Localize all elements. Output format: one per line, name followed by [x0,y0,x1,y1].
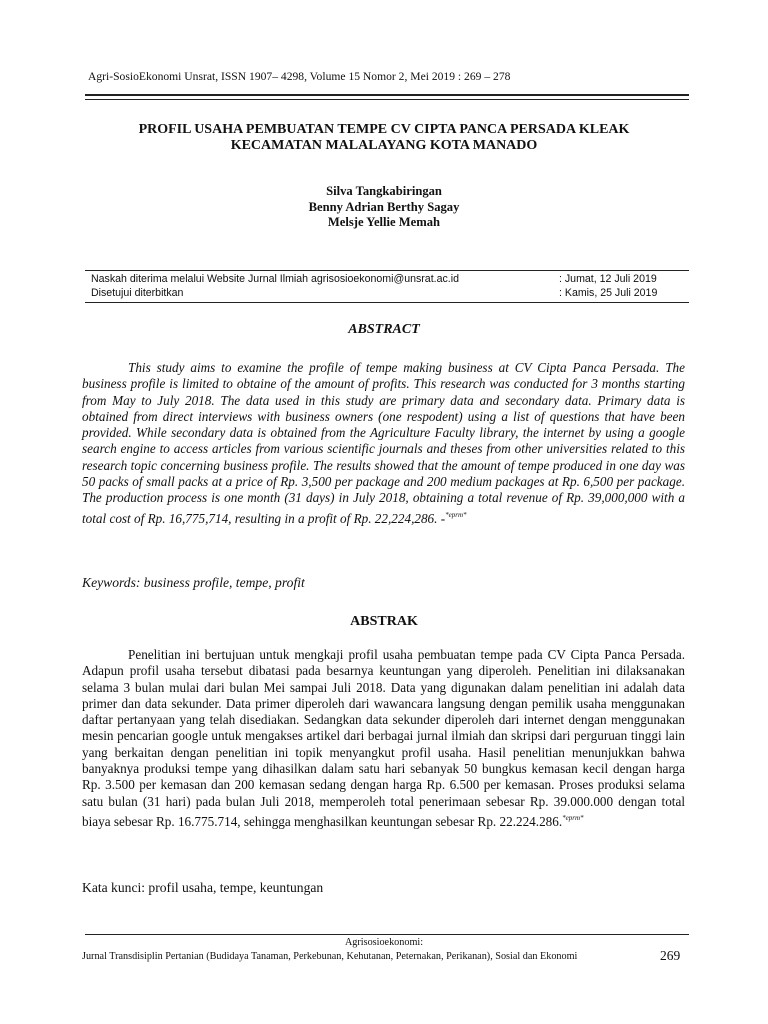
author-name: Benny Adrian Berthy Sagay [308,199,460,214]
author-list [80,184,688,231]
page-number: 269 [660,948,681,963]
approved-label: Disetujui diterbitkan [91,286,184,299]
footer-journal-subtitle: Jurnal Transdisiplin Pertanian (Budidaya Tanaman, Perkebunan, Kehutanan, Peternakan, Perikanan), Sosial dan Ekonomi [82,951,578,962]
received-date: : Jumat, 12 Juli 2019 [559,273,657,285]
abstrak-mark: *eprm* [562,813,584,822]
received-row [85,273,689,287]
abstrak-heading: ABSTRAK [350,614,418,629]
header-rule-thick [85,94,689,96]
paper-title [80,122,688,154]
abstract-mark: *eprm* [445,510,467,519]
approved-row [85,287,689,301]
received-label: Naskah diterima melalui Website Jurnal Ilmiah agrisosioekonomi@unsrat.ac.id [91,273,459,285]
abstract-paragraph: This study aims to examine the profile of tempe making business at CV Cipta Panca Persada. The business profile is limited to obtaine of the amount of profits. This research was conducted for 3 months starting from May to July 2018. The data used in this study are primary data and secondary data. Primary data is obtained from direct interviews with business owners (one respodent) using a list of questions that have been provided. While secondary data is obtained from the Agriculture Faculty library, the internet by using a google search engine to access articles from various scientific journals and theses from other universities related to this research topic concerning business profile. The results showed that the amount of tempe produced in one day was 50 packs of small packs at a price of Rp. 3,500 per package and 200 medium packages at Rp. 6,500 per package. The production process is one month (31 days) in July 2018, obtaining a total revenue of Rp. 39,000,000 with a total cost of Rp. 16,775,714, resulting in a profit of Rp. 22,224,286. - [82,360,685,526]
title-line-2: KECAMATAN MALALAYANG KOTA MANADO [230,138,538,153]
title-line-1: PROFIL USAHA PEMBUATAN TEMPE CV CIPTA PANCA PERSADA KLEAK [138,122,630,137]
submission-info-box [85,270,689,303]
footer-journal-name: Agrisosioekonomi: [344,937,424,948]
keywords-english: Keywords: business profile, tempe, profit [82,575,305,590]
running-head: Agri-SosioEkonomi Unsrat, ISSN 1907– 4298, Volume 15 Nomor 2, Mei 2019 : 269 – 278 [88,70,511,83]
footer-rule [85,934,689,935]
keywords-indonesian: Kata kunci: profil usaha, tempe, keuntungan [82,880,324,895]
author-name: Silva Tangkabiringan [326,184,442,198]
header-rule-thin [85,99,689,100]
abstract-text [82,360,685,527]
approved-date: : Kamis, 25 Juli 2019 [559,286,658,299]
author-name: Melsje Yellie Memah [327,215,441,229]
abstrak-text [82,647,685,830]
abstract-heading: ABSTRACT [348,322,420,337]
abstrak-paragraph: Penelitian ini bertujuan untuk mengkaji profil usaha pembuatan tempe pada CV Cipta Panca Persada. Adapun profil usaha tersebut dibatasi pada besarnya keuntungan yang diperoleh. Penelitian ini dilaksanakan selama 3 bulan mulai dari bulan Mei sampai Juli 2018. Data yang digunakan dalam penelitian ini adalah data primer dan data sekunder. Data primer diperoleh dari wawancara langsung dengan pemilik usaha menggunakan daftar pertanyaan yang telah disediakan. Sedangkan data sekunder diperoleh dari internet dengan menggunakan mesin pencarian google untuk mengakses artikel dari berbagai jurnal ilmiah dan skripsi dari perguruan tinggi lain yang berkaitan dengan penelitian ini topik menyangkut profil usaha. Hasil penelitian menunjukkan bahwa banyaknya produksi tempe yang dihasilkan dalam satu hari sebanyak 50 bungkus kemasan kecil dengan harga Rp. 3.500 per kemasan dan 200 kemasan sedang dengan harga Rp. 6.500 per kemasan. Proses produksi selama satu bulan (31 hari) pada bulan Juli 2018, memperoleh total penerimaan sebesar Rp. 39.000.000 dengan total biaya sebesar Rp. 16.775.714, sehingga menghasilkan keuntungan sebesar Rp. 22.224.286. [82,647,685,829]
